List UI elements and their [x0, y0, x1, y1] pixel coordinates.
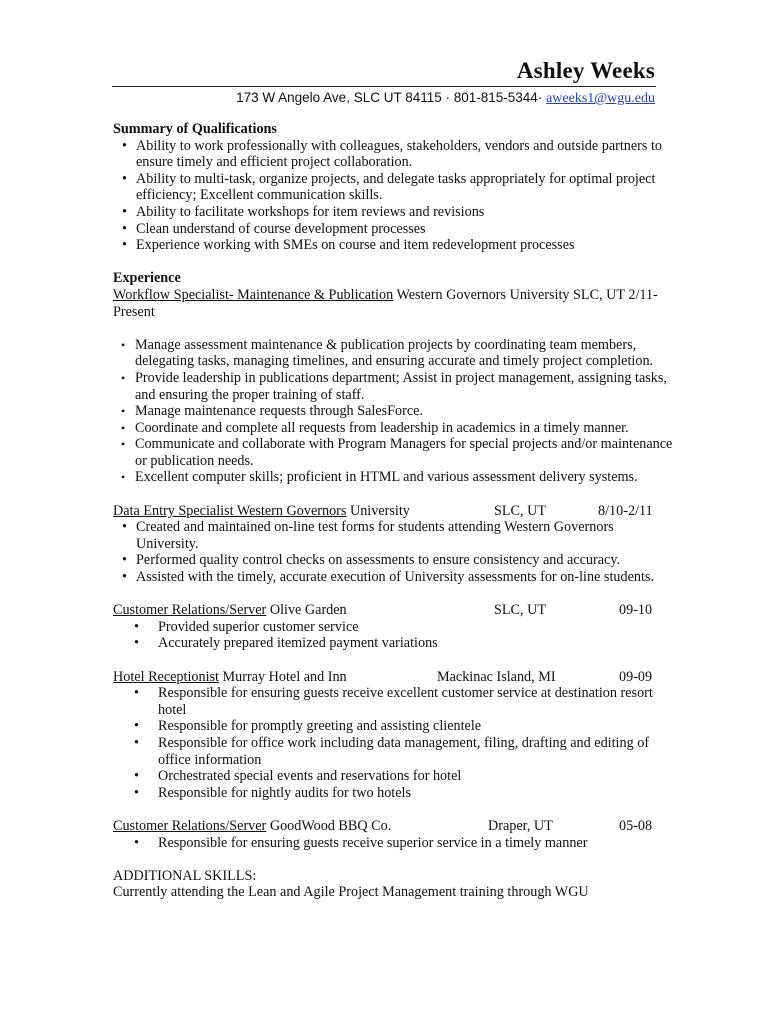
resume-content — [113, 121, 673, 901]
job-location: SLC, UT — [494, 602, 547, 619]
job-duties — [113, 835, 673, 852]
job-duties — [113, 685, 673, 801]
list-item: • Responsible for promptly greeting and assisting clientele — [113, 718, 673, 735]
candidate-name: Ashley Weeks — [516, 58, 655, 83]
list-item: • Responsible for ensuring guests receive superior service in a timely manner — [113, 835, 673, 852]
list-item: • Ability to work professionally with colleagues, stakeholders, vendors and outside partners to ensure timely and efficient project collaboration. — [113, 138, 673, 171]
contact-line — [236, 90, 655, 107]
list-item: • Responsible for office work including data management, filing, drafting and editing of office information — [113, 735, 673, 768]
list-item: • Accurately prepared itemized payment variations — [113, 635, 673, 652]
job-duties — [113, 337, 673, 486]
job-title: Customer Relations/Server — [113, 602, 267, 619]
job-location: SLC, UT — [494, 502, 547, 519]
list-item: • Coordinate and complete all requests from leadership in academics in a timely manner. — [113, 420, 673, 437]
list-item: • Excellent computer skills; proficient in HTML and various assessment delivery systems. — [113, 469, 673, 486]
list-item: • Experience working with SMEs on course and item redevelopment processes — [113, 237, 673, 254]
list-item: • Manage assessment maintenance & publication projects by coordinating team members, delegating tasks, managing timelines, and ensuring accurate and timely project completion. — [113, 337, 673, 370]
job-header — [113, 669, 673, 686]
job-dates: 8/10-2/11 — [598, 502, 653, 519]
additional-skills-text: Currently attending the Lean and Agile Project Management training through WGU — [113, 884, 589, 901]
job-employer: Murray Hotel and Inn — [219, 668, 347, 685]
job-dates: 09-09 — [619, 668, 653, 685]
list-item: • Assisted with the timely, accurate execution of University assessments for on-line students. — [113, 569, 673, 586]
job-header — [113, 287, 673, 320]
list-item: • Provide leadership in publications department; Assist in project management, assigning tasks, and ensuring the proper training of staff. — [113, 370, 673, 403]
list-item: • Ability to multi-task, organize projects, and delegate tasks appropriately for optimal project efficiency; Excellent communication skills. — [113, 171, 673, 204]
additional-skills-heading: ADDITIONAL SKILLS: — [113, 867, 257, 884]
job-location: Mackinac Island, MI — [437, 668, 556, 685]
summary-list — [113, 138, 673, 254]
job-duties — [113, 619, 673, 652]
list-item: • Responsible for nightly audits for two hotels — [113, 785, 673, 802]
summary-heading: Summary of Qualifications — [113, 121, 277, 137]
header-divider — [112, 86, 656, 87]
job-title: Customer Relations/Server — [113, 817, 267, 834]
list-item: • Clean understand of course development processes — [113, 221, 673, 238]
list-item: • Manage maintenance requests through SalesForce. — [113, 403, 673, 420]
experience-heading: Experience — [113, 270, 181, 287]
job-employer: University — [346, 502, 410, 519]
job-dates: 05-08 — [619, 817, 653, 834]
job-employer: Olive Garden — [266, 602, 347, 619]
list-item: • Performed quality control checks on assessments to ensure consistency and accuracy. — [113, 552, 673, 569]
email-link[interactable]: aweeks1@wgu.edu — [546, 91, 655, 106]
job-header — [113, 818, 673, 835]
job-title: Hotel Receptionist — [113, 668, 219, 685]
list-item: • Orchestrated special events and reservations for hotel — [113, 768, 673, 785]
list-item: • Communicate and collaborate with Program Managers for special projects and/or maintenance or publication needs. — [113, 436, 673, 469]
job-title: Workflow Specialist- Maintenance & Publication — [113, 286, 394, 303]
job-employer: GoodWood BBQ Co. — [266, 817, 392, 834]
job-duties — [113, 519, 673, 585]
list-item: • Responsible for ensuring guests receive excellent customer service at destination resort hotel — [113, 685, 673, 718]
list-item: • Provided superior customer service — [113, 619, 673, 636]
job-dates: 09-10 — [619, 602, 653, 619]
job-location: Draper, UT — [488, 817, 553, 834]
address-phone: 173 W Angelo Ave, SLC UT 84115 · 801-815-5344· — [236, 90, 543, 105]
list-item: • Created and maintained on-line test forms for students attending Western Governors University. — [113, 519, 673, 552]
job-header — [113, 602, 673, 619]
job-header — [113, 503, 673, 520]
job-employer: Western Governors University SLC, UT 2/11-Present — [113, 286, 658, 320]
list-item: • Ability to facilitate workshops for item reviews and revisions — [113, 204, 673, 221]
job-title: Data Entry Specialist Western Governors — [113, 502, 347, 519]
